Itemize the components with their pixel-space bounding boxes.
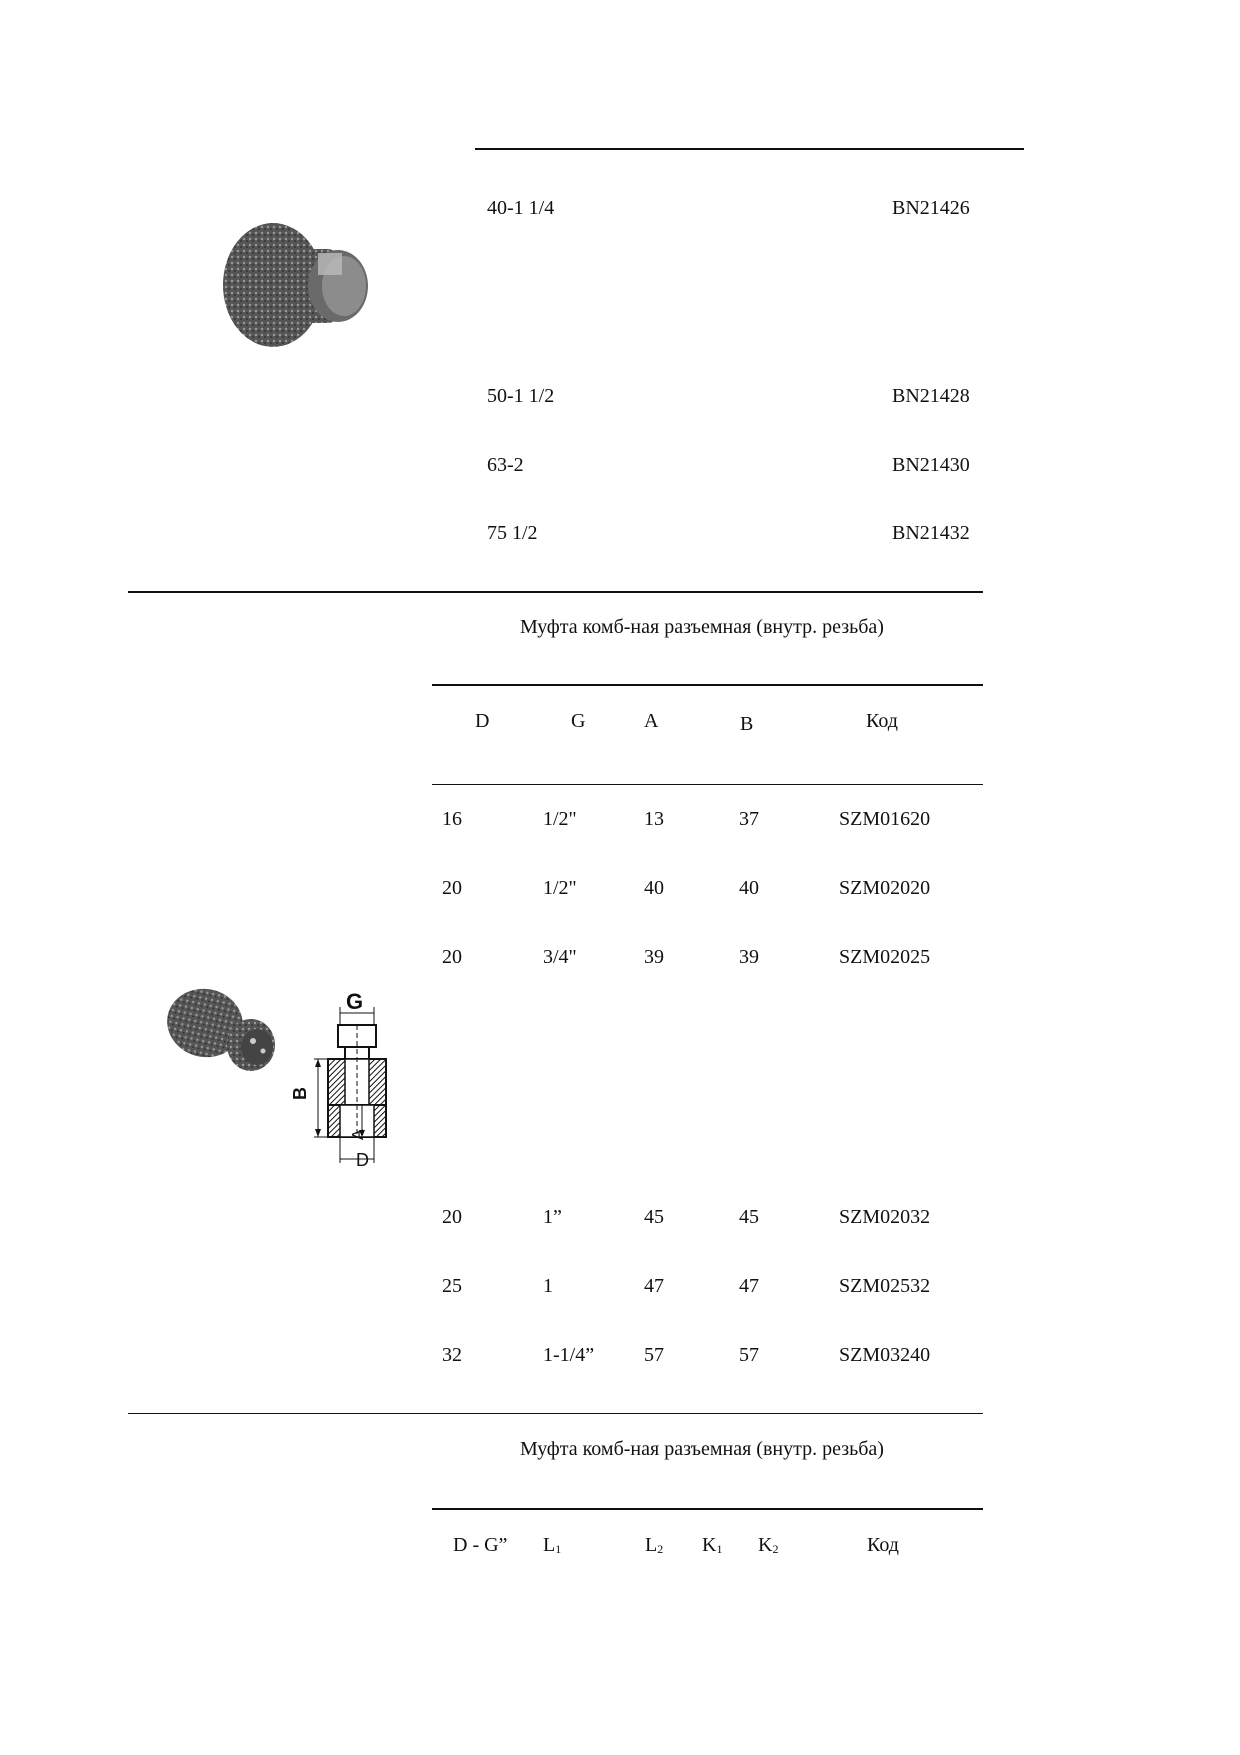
diagram-label-b: B: [290, 1087, 310, 1100]
section-2-header-top-rule: [432, 684, 983, 686]
row-3-code: BN21430: [892, 454, 970, 476]
diagram-label-g: G: [346, 989, 364, 1014]
section-2-title: Муфта комб-ная разъемная (внутр. резьба): [520, 616, 884, 638]
s2-r3-a: 39: [644, 946, 664, 968]
top-rule: [475, 148, 1024, 150]
s2-r2-g: 1/2": [543, 877, 577, 899]
s2-r1-d: 16: [442, 808, 462, 830]
header-g: G: [571, 710, 586, 732]
dimension-diagram: [290, 985, 410, 1185]
header-b: B: [740, 713, 754, 735]
header-code: Код: [866, 710, 898, 732]
s2-r5-a: 47: [644, 1275, 664, 1297]
row-4-code: BN21432: [892, 522, 970, 544]
header-d: D: [475, 710, 490, 732]
s2-r4-g: 1”: [543, 1206, 562, 1228]
s2-r4-code: SZM02032: [839, 1206, 931, 1228]
diagram-label-d: D: [356, 1150, 369, 1170]
section-divider-1: [128, 591, 983, 593]
header-l2: $L_2$: [645, 1534, 664, 1556]
section-2-header-bottom-rule: [432, 784, 983, 785]
s2-r3-g: 3/4": [543, 946, 577, 968]
row-3-size: 63-2: [487, 454, 524, 476]
adapter-fitting-photo: [163, 985, 283, 1077]
s2-r3-d: 20: [442, 946, 462, 968]
s2-r5-b: 47: [739, 1275, 759, 1297]
section-3-title: Муфта комб-ная разъемная (внутр. резьба): [520, 1438, 884, 1460]
s2-r5-code: SZM02532: [839, 1275, 931, 1297]
row-1-code: BN21426: [892, 197, 970, 219]
s2-r2-d: 20: [442, 877, 462, 899]
union-fitting-photo: [218, 213, 388, 363]
s2-r6-g: 1-1/4”: [543, 1344, 595, 1366]
s2-r5-g: 1: [543, 1275, 553, 1297]
header-a: A: [644, 710, 659, 732]
s2-r1-a: 13: [644, 808, 664, 830]
s2-r3-code: SZM02025: [839, 946, 931, 968]
section-3-header-top-rule: [432, 1508, 983, 1510]
row-4-size: 75 1/2: [487, 522, 538, 544]
diagram-label-a: A: [350, 1129, 367, 1140]
s2-r1-g: 1/2": [543, 808, 577, 830]
row-2-code: BN21428: [892, 385, 970, 407]
s2-r6-code: SZM03240: [839, 1344, 931, 1366]
s2-r5-d: 25: [442, 1275, 462, 1297]
s2-r6-a: 57: [644, 1344, 664, 1366]
row-2-size: 50-1 1/2: [487, 385, 555, 407]
s2-r1-code: SZM01620: [839, 808, 931, 830]
header-k2: $K_2$: [758, 1534, 779, 1556]
s2-r2-code: SZM02020: [839, 877, 931, 899]
header-k1: $K_1$: [702, 1534, 723, 1556]
s2-r2-b: 40: [739, 877, 759, 899]
s2-r2-a: 40: [644, 877, 664, 899]
s2-r3-b: 39: [739, 946, 759, 968]
s2-r1-b: 37: [739, 808, 759, 830]
s2-r4-d: 20: [442, 1206, 462, 1228]
header-dg: D - G”: [453, 1534, 508, 1556]
s2-r4-a: 45: [644, 1206, 664, 1228]
section-divider-2: [128, 1413, 983, 1414]
header-l1: $L_1$: [543, 1534, 562, 1556]
row-1-size: 40-1 1/4: [487, 197, 555, 219]
s2-r4-b: 45: [739, 1206, 759, 1228]
s2-r6-d: 32: [442, 1344, 462, 1366]
header-code-3: Код: [867, 1534, 899, 1556]
s2-r6-b: 57: [739, 1344, 759, 1366]
